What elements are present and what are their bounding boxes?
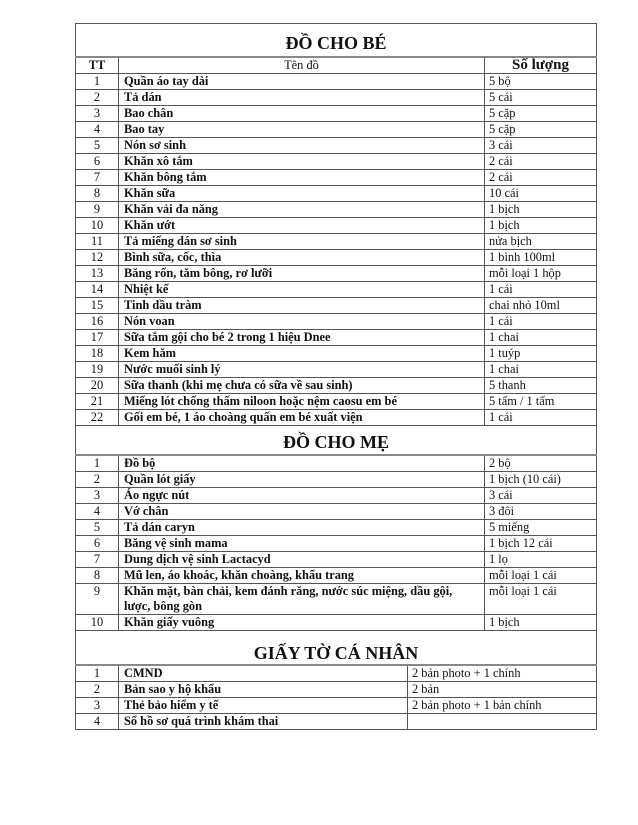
item-name: CMND xyxy=(119,665,408,682)
item-quantity: 2 bản photo + 1 chính xyxy=(408,665,597,682)
column-header-name: Tên đồ xyxy=(119,57,485,74)
item-name: Thẻ bảo hiểm y tế xyxy=(119,698,408,714)
baby-item-row-21 xyxy=(76,394,597,410)
document-item-row-4 xyxy=(76,714,597,730)
mom-item-row-2 xyxy=(76,472,597,488)
item-quantity: 2 bộ xyxy=(485,455,597,472)
item-quantity: 1 cái xyxy=(485,410,597,426)
document-item-row-1 xyxy=(76,665,597,682)
row-number: 3 xyxy=(76,488,119,504)
item-name: Quần lót giấy xyxy=(119,472,485,488)
item-quantity: 2 cái xyxy=(485,154,597,170)
item-quantity: 1 bịch 12 cái xyxy=(485,536,597,552)
column-header-tt: TT xyxy=(76,57,119,74)
item-name: Băng vệ sinh mama xyxy=(119,536,485,552)
item-name: Kem hăm xyxy=(119,346,485,362)
item-name: Nón voan xyxy=(119,314,485,330)
item-quantity: 5 cặp xyxy=(485,122,597,138)
item-name: Miếng lót chống thấm niloon hoặc nệm caosu em bé xyxy=(119,394,485,410)
item-quantity: 5 cặp xyxy=(485,106,597,122)
baby-item-row-12 xyxy=(76,250,597,266)
row-number: 9 xyxy=(76,202,119,218)
row-number: 4 xyxy=(76,122,119,138)
item-quantity: 2 bản photo + 1 bản chính xyxy=(408,698,597,714)
item-name: Bản sao y hộ khẩu xyxy=(119,682,408,698)
item-quantity: 1 chai xyxy=(485,362,597,378)
section-title-row-mom xyxy=(76,426,597,456)
checklist-table xyxy=(75,23,597,730)
baby-item-row-15 xyxy=(76,298,597,314)
mom-item-row-5 xyxy=(76,520,597,536)
baby-item-row-4 xyxy=(76,122,597,138)
row-number: 11 xyxy=(76,234,119,250)
item-name: Quần áo tay dài xyxy=(119,74,485,90)
row-number: 7 xyxy=(76,552,119,568)
item-quantity: nửa bịch xyxy=(485,234,597,250)
section-title-row-baby xyxy=(76,24,597,58)
item-quantity: 1 chai xyxy=(485,330,597,346)
item-name: Mũ len, áo khoác, khăn choàng, khẩu trang xyxy=(119,568,485,584)
item-quantity: 3 cái xyxy=(485,138,597,154)
row-number: 4 xyxy=(76,504,119,520)
item-name: Khăn mặt, bàn chải, kem đánh răng, nước súc miệng, dầu gội, lược, bông gòn xyxy=(119,584,485,615)
item-name: Nón sơ sinh xyxy=(119,138,485,154)
item-name: Khăn vải đa năng xyxy=(119,202,485,218)
baby-item-row-22 xyxy=(76,410,597,426)
row-number: 2 xyxy=(76,682,119,698)
mom-item-row-7 xyxy=(76,552,597,568)
item-name: Vớ chân xyxy=(119,504,485,520)
item-quantity: 2 cái xyxy=(485,170,597,186)
item-name: Sữa tắm gội cho bé 2 trong 1 hiệu Dnee xyxy=(119,330,485,346)
baby-item-row-7 xyxy=(76,170,597,186)
row-number: 3 xyxy=(76,106,119,122)
mom-item-row-1 xyxy=(76,455,597,472)
row-number: 9 xyxy=(76,584,119,615)
row-number: 1 xyxy=(76,74,119,90)
row-number: 8 xyxy=(76,186,119,202)
item-quantity: 1 tuýp xyxy=(485,346,597,362)
row-number: 17 xyxy=(76,330,119,346)
item-quantity: 10 cái xyxy=(485,186,597,202)
section-title-mom: ĐỒ CHO MẸ xyxy=(76,426,597,456)
row-number: 14 xyxy=(76,282,119,298)
item-name: Tả dán xyxy=(119,90,485,106)
checklist-page xyxy=(75,23,596,730)
item-quantity: 1 cái xyxy=(485,282,597,298)
item-quantity: 5 tấm / 1 tấm xyxy=(485,394,597,410)
baby-item-row-3 xyxy=(76,106,597,122)
row-number: 8 xyxy=(76,568,119,584)
row-number: 20 xyxy=(76,378,119,394)
row-number: 4 xyxy=(76,714,119,730)
item-quantity: 1 bịch xyxy=(485,202,597,218)
column-header-qty: Số lượng xyxy=(485,57,597,74)
item-quantity: 1 bịch xyxy=(485,615,597,631)
row-number: 10 xyxy=(76,615,119,631)
baby-item-row-17 xyxy=(76,330,597,346)
baby-item-row-10 xyxy=(76,218,597,234)
row-number: 2 xyxy=(76,90,119,106)
row-number: 5 xyxy=(76,138,119,154)
table-header-row xyxy=(76,57,597,74)
baby-item-row-16 xyxy=(76,314,597,330)
row-number: 5 xyxy=(76,520,119,536)
item-quantity: 3 đôi xyxy=(485,504,597,520)
item-quantity: 5 cái xyxy=(485,90,597,106)
item-quantity: 1 cái xyxy=(485,314,597,330)
item-quantity: 2 bản xyxy=(408,682,597,698)
row-number: 10 xyxy=(76,218,119,234)
item-quantity: mỗi loại 1 cái xyxy=(485,568,597,584)
item-name: Sữa thanh (khi mẹ chưa có sữa về sau sinh) xyxy=(119,378,485,394)
item-name: Dung dịch vệ sinh Lactacyd xyxy=(119,552,485,568)
row-number: 21 xyxy=(76,394,119,410)
baby-item-row-11 xyxy=(76,234,597,250)
item-name: Đồ bộ xyxy=(119,455,485,472)
row-number: 22 xyxy=(76,410,119,426)
baby-item-row-13 xyxy=(76,266,597,282)
item-name: Áo ngực nút xyxy=(119,488,485,504)
mom-item-row-6 xyxy=(76,536,597,552)
baby-item-row-1 xyxy=(76,74,597,90)
mom-item-row-8 xyxy=(76,568,597,584)
item-name: Khăn xô tắm xyxy=(119,154,485,170)
item-name: Tả miếng dán sơ sinh xyxy=(119,234,485,250)
section-title-documents: GIẤY TỜ CÁ NHÂN xyxy=(76,631,597,666)
baby-item-row-2 xyxy=(76,90,597,106)
item-quantity: 1 bình 100ml xyxy=(485,250,597,266)
baby-item-row-5 xyxy=(76,138,597,154)
row-number: 19 xyxy=(76,362,119,378)
mom-item-row-9 xyxy=(76,584,597,615)
section-title-row-documents xyxy=(76,631,597,666)
baby-item-row-19 xyxy=(76,362,597,378)
item-quantity: mỗi loại 1 cái xyxy=(485,584,597,615)
baby-item-row-9 xyxy=(76,202,597,218)
row-number: 15 xyxy=(76,298,119,314)
row-number: 13 xyxy=(76,266,119,282)
row-number: 1 xyxy=(76,455,119,472)
item-quantity: 3 cái xyxy=(485,488,597,504)
item-name: Gối em bé, 1 áo choàng quấn em bé xuất viện xyxy=(119,410,485,426)
row-number: 18 xyxy=(76,346,119,362)
item-name: Băng rốn, tăm bông, rơ lưỡi xyxy=(119,266,485,282)
row-number: 1 xyxy=(76,665,119,682)
item-quantity: 1 lọ xyxy=(485,552,597,568)
row-number: 2 xyxy=(76,472,119,488)
baby-item-row-8 xyxy=(76,186,597,202)
item-name: Bình sữa, cốc, thìa xyxy=(119,250,485,266)
baby-item-row-14 xyxy=(76,282,597,298)
item-quantity: 5 thanh xyxy=(485,378,597,394)
document-item-row-2 xyxy=(76,682,597,698)
document-item-row-3 xyxy=(76,698,597,714)
row-number: 6 xyxy=(76,536,119,552)
section-title-baby: ĐỒ CHO BÉ xyxy=(76,24,597,58)
mom-item-row-3 xyxy=(76,488,597,504)
item-quantity xyxy=(408,714,597,730)
item-quantity: 1 bịch (10 cái) xyxy=(485,472,597,488)
row-number: 16 xyxy=(76,314,119,330)
item-quantity: 5 bộ xyxy=(485,74,597,90)
item-name: Khăn bông tắm xyxy=(119,170,485,186)
item-name: Khăn ướt xyxy=(119,218,485,234)
item-quantity: mỗi loại 1 hộp xyxy=(485,266,597,282)
item-name: Nước muối sinh lý xyxy=(119,362,485,378)
item-name: Khăn sữa xyxy=(119,186,485,202)
item-name: Bao chân xyxy=(119,106,485,122)
row-number: 7 xyxy=(76,170,119,186)
baby-item-row-20 xyxy=(76,378,597,394)
mom-item-row-4 xyxy=(76,504,597,520)
item-name: Nhiệt kế xyxy=(119,282,485,298)
item-name: Sổ hồ sơ quá trình khám thai xyxy=(119,714,408,730)
row-number: 3 xyxy=(76,698,119,714)
mom-item-row-10 xyxy=(76,615,597,631)
item-quantity: 1 bịch xyxy=(485,218,597,234)
item-name: Tả dán caryn xyxy=(119,520,485,536)
item-name: Tinh dầu tràm xyxy=(119,298,485,314)
item-name: Bao tay xyxy=(119,122,485,138)
item-name: Khăn giấy vuông xyxy=(119,615,485,631)
row-number: 12 xyxy=(76,250,119,266)
row-number: 6 xyxy=(76,154,119,170)
item-quantity: 5 miếng xyxy=(485,520,597,536)
item-quantity: chai nhỏ 10ml xyxy=(485,298,597,314)
baby-item-row-18 xyxy=(76,346,597,362)
baby-item-row-6 xyxy=(76,154,597,170)
